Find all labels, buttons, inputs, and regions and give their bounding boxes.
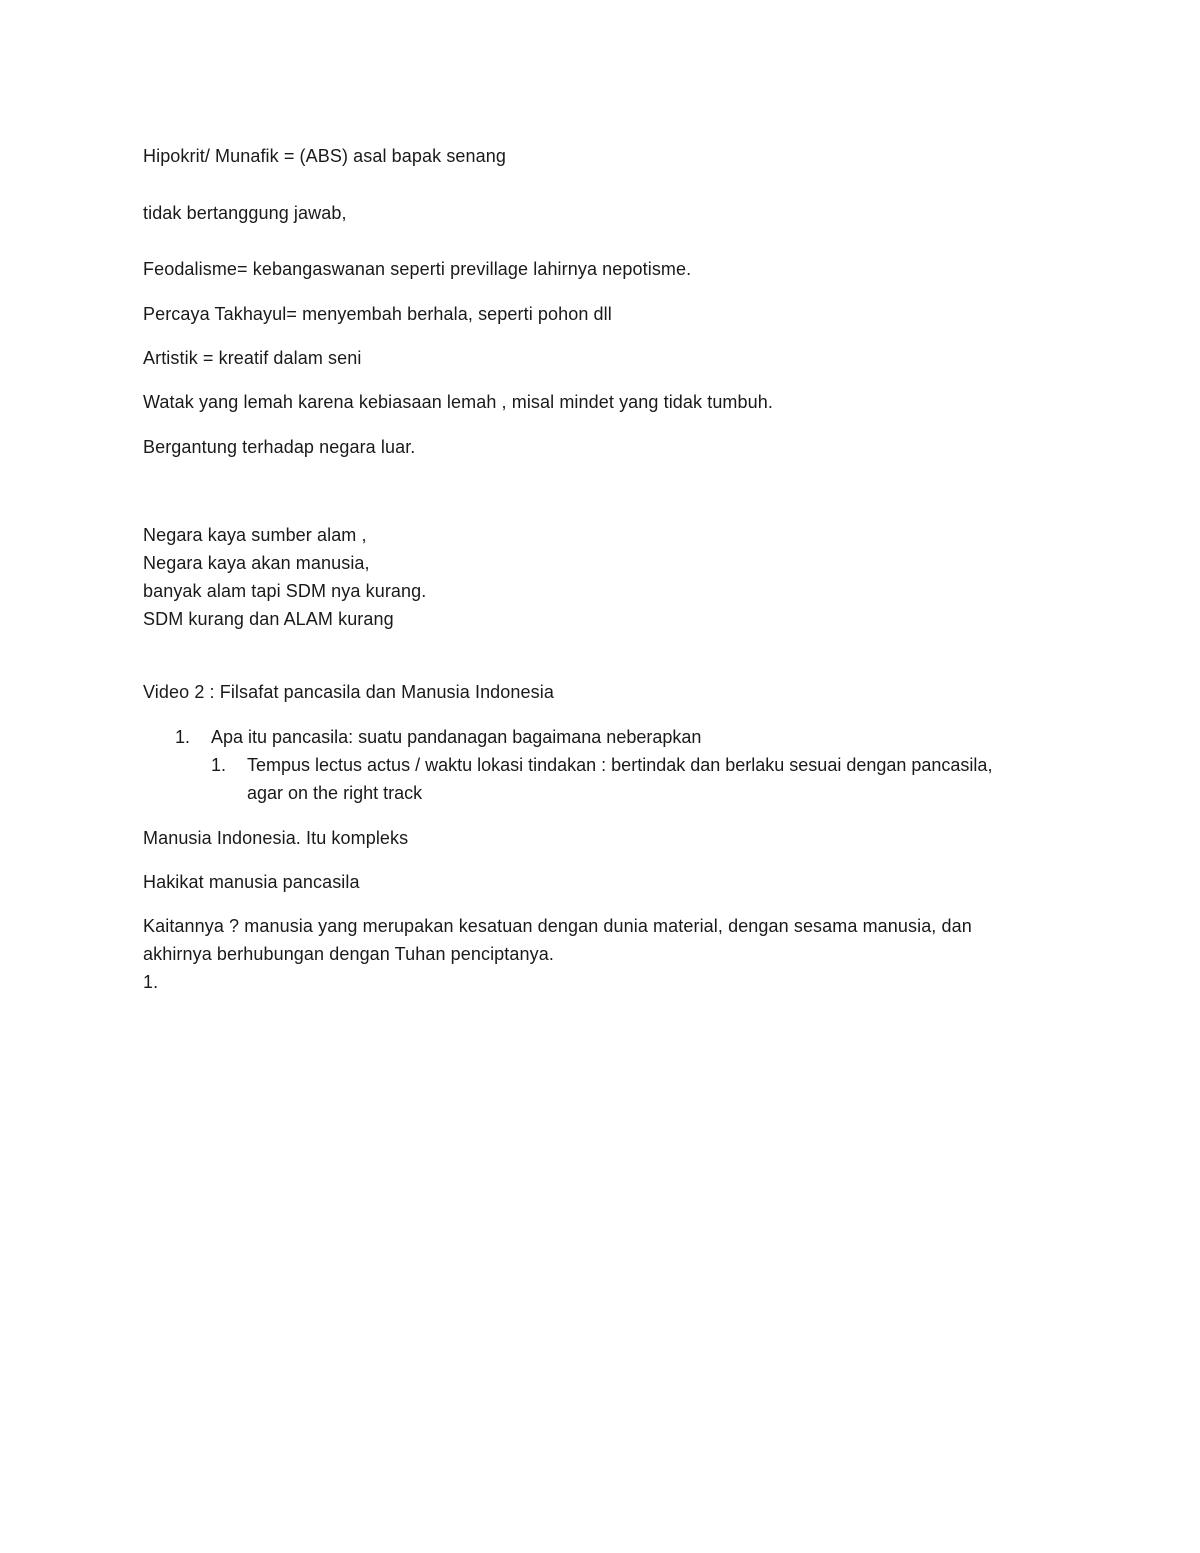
paragraph-kaitannya-line2: akhirnya berhubungan dengan Tuhan penciptanya. (143, 944, 554, 964)
paragraph-watak: Watak yang lemah karena kebiasaan lemah , misal mindet yang tidak tumbuh. (143, 392, 773, 412)
trailing-list-number: 1. (143, 972, 159, 992)
list-item-number: 1. (175, 727, 191, 747)
paragraph-artistik: Artistik = kreatif dalam seni (143, 348, 362, 368)
video-heading: Video 2 : Filsafat pancasila dan Manusia Indonesia (143, 682, 554, 702)
paragraph-manusia-indonesia: Manusia Indonesia. Itu kompleks (143, 828, 409, 848)
paragraph-takhayul: Percaya Takhayul= menyembah berhala, seperti pohon dll (143, 304, 612, 324)
group-line-4: SDM kurang dan ALAM kurang (143, 609, 394, 629)
paragraph-kaitannya-line1: Kaitannya ? manusia yang merupakan kesatuan dengan dunia material, dengan sesama manusia, dan (143, 916, 972, 936)
paragraph-feodalisme: Feodalisme= kebangaswanan seperti previllage lahirnya nepotisme. (143, 259, 692, 279)
group-line-1: Negara kaya sumber alam , (143, 525, 367, 545)
paragraph-tanggung-jawab: tidak bertanggung jawab, (143, 203, 347, 223)
group-line-2: Negara kaya akan manusia, (143, 553, 370, 573)
sublist-item-text-line1: Tempus lectus actus / waktu lokasi tindakan : bertindak dan berlaku sesuai dengan pancasila, (247, 755, 993, 775)
sublist-item-number: 1. (211, 755, 227, 775)
sublist-item-text-line2: agar on the right track (247, 783, 423, 803)
paragraph-hakikat: Hakikat manusia pancasila (143, 872, 360, 892)
group-line-3: banyak alam tapi SDM nya kurang. (143, 581, 427, 601)
paragraph-hipokrit: Hipokrit/ Munafik = (ABS) asal bapak senang (143, 146, 506, 166)
paragraph-bergantung: Bergantung terhadap negara luar. (143, 437, 416, 457)
list-item-text: Apa itu pancasila: suatu pandanagan bagaimana neberapkan (211, 727, 702, 747)
